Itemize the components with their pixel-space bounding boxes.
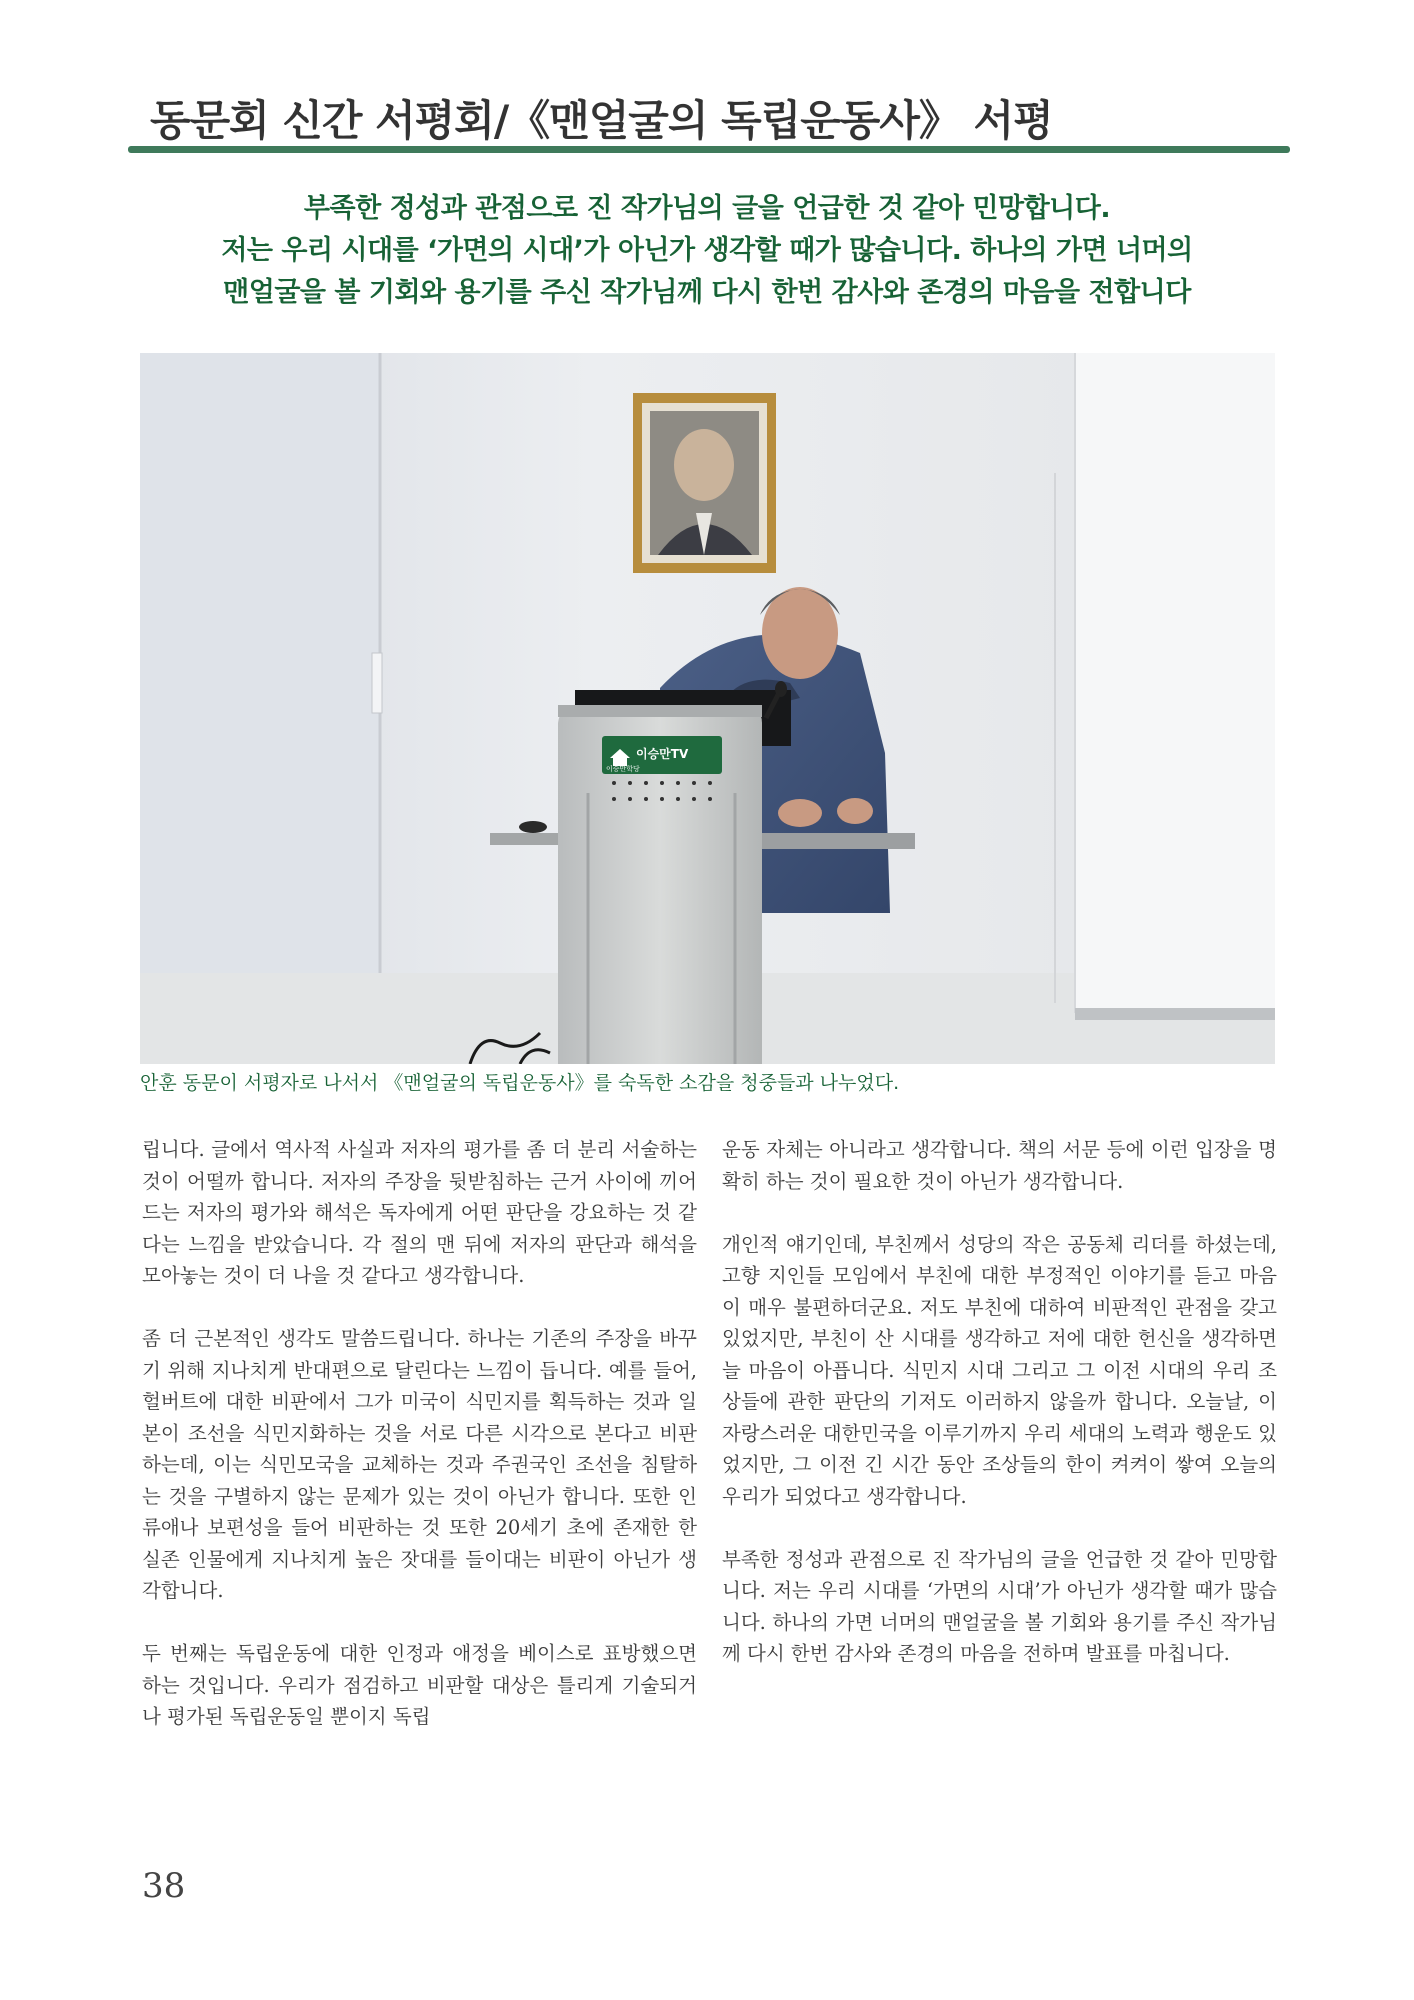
header-title: 동문회 신간 서평회/《맨얼굴의 독립운동사》 서평 xyxy=(150,96,1053,145)
body-column-left xyxy=(142,1134,697,1764)
podium-sign-subtext: 이승만학당 xyxy=(606,765,640,773)
body-paragraph: 운동 자체는 아니라고 생각합니다. 책의 서문 등에 이런 입장을 명확히 하는 것이 필요한 것이 아닌가 생각합니다. xyxy=(722,1138,1277,1193)
body-paragraph: 두 번째는 독립운동에 대한 인정과 애정을 베이스로 표방했으면 하는 것입니다. 우리가 점검하고 비판할 대상은 틀리게 기술되거나 평가된 독립운동일 뿐이지 독립 xyxy=(142,1642,697,1728)
podium-sign-text: 이승만TV xyxy=(636,747,689,761)
body-paragraph: 개인적 얘기인데, 부친께서 성당의 작은 공동체 리더를 하셨는데, 고향 지인들 모임에서 부친에 대한 부정적인 이야기를 듣고 마음이 매우 불편하더군요. 저도 부친에 대하여 비판적인 관점을 갖고 있었지만, 부친이 산 시대를 생각하고 저에 대한 헌신을 생각하면 늘 마음이 아픕니다. 식민지 시대 그리고 그 이전 시대의 우리 조상들에 관한 판단의 기저도 이러하지 않을까 합니다. 오늘날, 이 자랑스러운 대한민국을 이루기까지 우리 세대의 노력과 행운도 있었지만, 그 이전 긴 시간 동안 조상들의 한이 켜켜이 쌓여 오늘의 우리가 되었다고 생각합니다. xyxy=(722,1232,1277,1508)
page-number: 38 xyxy=(142,1866,186,1906)
pull-quote-line: 저는 우리 시대를 ‘가면의 시대’가 아닌가 생각할 때가 많습니다. 하나의 가면 너머의 xyxy=(221,235,1193,266)
podium-sign xyxy=(602,736,722,774)
body-paragraph: 좀 더 근본적인 생각도 말씀드립니다. 하나는 기존의 주장을 바꾸기 위해 지나치게 반대편으로 달린다는 느낌이 듭니다. 예를 들어, 헐버트에 대한 비판에서 그가 미국이 식민지를 획득하는 것과 일본이 조선을 식민지화하는 것을 서로 다른 시각으로 본다고 비판하는데, 이는 식민모국을 교체하는 것과 주권국인 조선을 침탈하는 것을 구별하지 않는 문제가 있는 것이 아닌가 합니다. 또한 인류애나 보편성을 들어 비판하는 것 또한 20세기 초에 존재한 한 실존 인물에게 지나치게 높은 잣대를 들이대는 비판이 아닌가 생각합니다. xyxy=(142,1327,697,1602)
body-paragraph: 부족한 정성과 관점으로 진 작가님의 글을 언급한 것 같아 민망합니다. 저는 우리 시대를 ‘가면의 시대’가 아닌가 생각할 때가 많습니다. 하나의 가면 너머의 맨얼굴을 볼 기회와 용기를 주신 작가님께 다시 한번 감사와 존경의 마음을 전하며 발표를 마칩니다. xyxy=(722,1547,1277,1665)
header-rule xyxy=(128,146,1290,153)
photo-caption: 안훈 동문이 서평자로 나서서 《맨얼굴의 독립운동사》를 숙독한 소감을 청중들과 나누었다. xyxy=(140,1072,900,1094)
event-photo xyxy=(140,353,1275,1064)
pull-quote xyxy=(140,188,1274,314)
pull-quote-line: 맨얼굴을 볼 기회와 용기를 주신 작가님께 다시 한번 감사와 존경의 마음을 전합니다 xyxy=(223,277,1191,308)
body-column-right xyxy=(722,1134,1277,1701)
body-paragraph: 립니다. 글에서 역사적 사실과 저자의 평가를 좀 더 분리 서술하는 것이 어떨까 합니다. 저자의 주장을 뒷받침하는 근거 사이에 끼어드는 저자의 평가와 해석은 독자에게 어떤 판단을 강요하는 것 같다는 느낌을 받았습니다. 각 절의 맨 뒤에 저자의 판단과 해석을 모아놓는 것이 더 나을 것 같다고 생각합니다. xyxy=(142,1138,697,1287)
pull-quote-line: 부족한 정성과 관점으로 진 작가님의 글을 언급한 것 같아 민망합니다. xyxy=(303,193,1111,224)
